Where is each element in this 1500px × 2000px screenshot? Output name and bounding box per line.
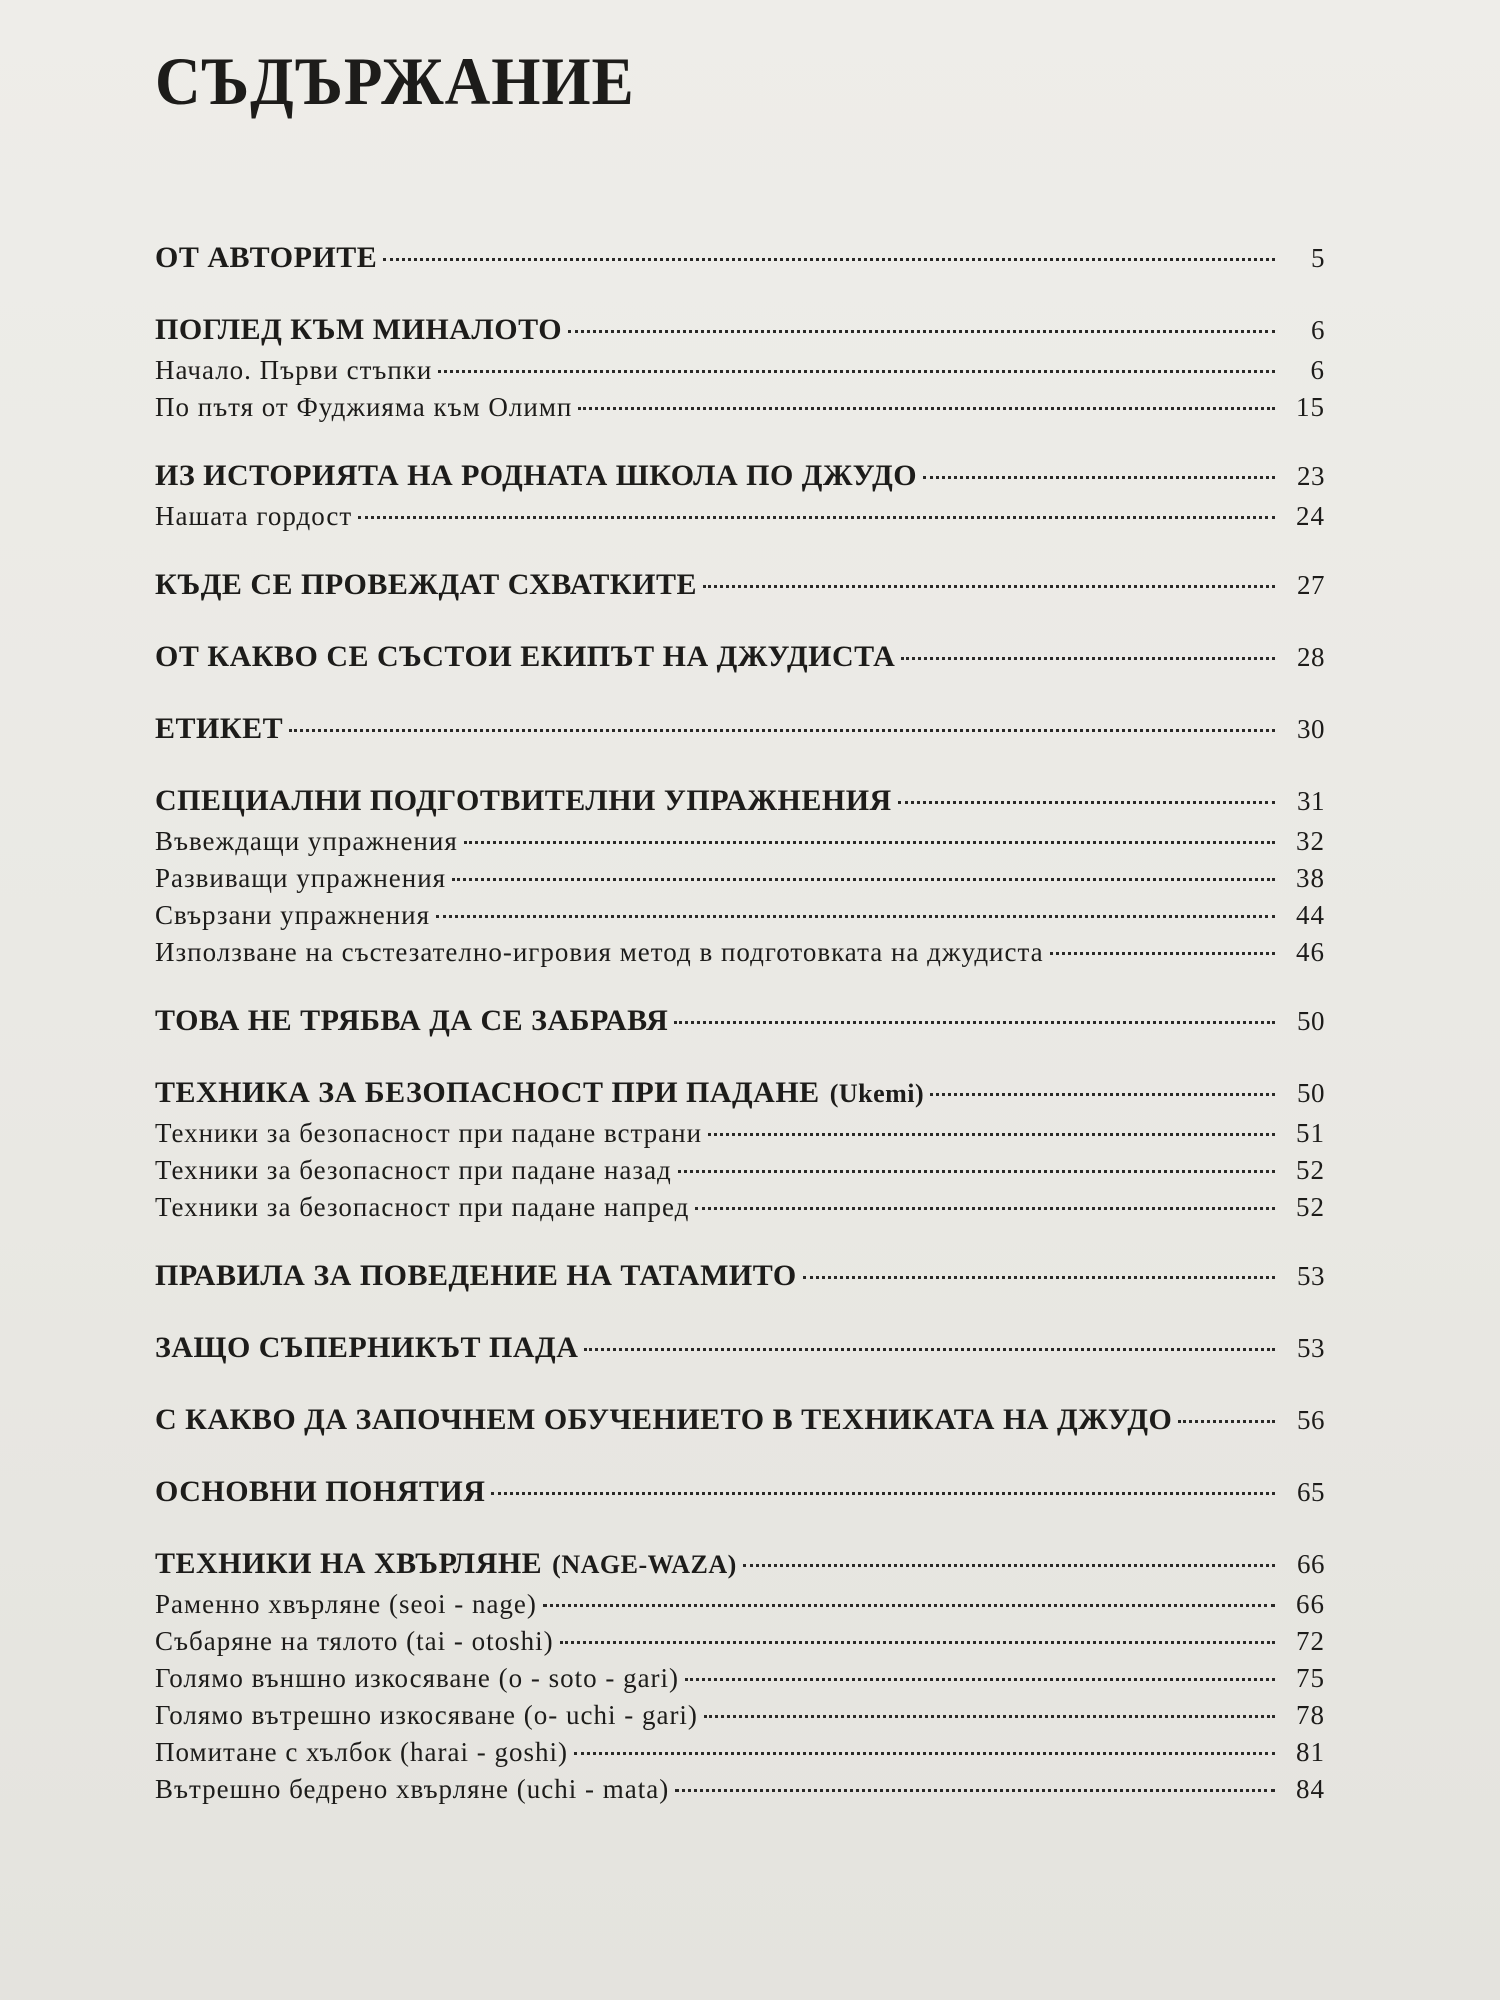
page-number: 53: [1297, 1333, 1325, 1363]
page-number: 50: [1297, 1078, 1325, 1108]
toc-section: [155, 1470, 1325, 1514]
toc-section: [155, 1326, 1325, 1370]
entry-title: Техники за безопасност при падане напред: [155, 1192, 690, 1222]
dot-leader: [685, 1678, 1275, 1681]
page-number: 6: [1310, 355, 1325, 385]
page-number: 28: [1297, 642, 1325, 672]
page-number: 50: [1297, 1006, 1325, 1036]
dot-leader: [289, 729, 1275, 732]
entry-title-suffix: (Ukemi): [829, 1079, 925, 1108]
dot-leader: [491, 1492, 1275, 1495]
toc-section: [155, 454, 1325, 535]
dot-leader: [1178, 1420, 1275, 1423]
entry-title: Голямо вътрешно изкосяване (o- uchi - gari): [155, 1700, 698, 1730]
dot-leader: [560, 1641, 1275, 1644]
toc-subentry: [155, 823, 1325, 860]
dot-leader: [923, 476, 1275, 479]
page-number: 46: [1296, 937, 1325, 967]
toc-section: [155, 779, 1325, 971]
dot-leader: [678, 1170, 1275, 1173]
toc-chapter-entry: [155, 1542, 1325, 1586]
dot-leader: [436, 915, 1275, 918]
entry-title: ПОГЛЕД КЪМ МИНАЛОТО: [155, 313, 563, 346]
toc-section: [155, 999, 1325, 1043]
page-number: 56: [1297, 1405, 1325, 1435]
dot-leader: [578, 407, 1275, 410]
page-number: 38: [1296, 863, 1325, 893]
dot-leader: [358, 516, 1275, 519]
toc-chapter-entry: [155, 308, 1325, 352]
toc-subentry: [155, 934, 1325, 971]
dot-leader: [898, 801, 1275, 804]
dot-leader: [383, 258, 1275, 261]
entry-title: Събаряне на тялото (tai - otoshi): [155, 1626, 554, 1656]
toc-section: [155, 308, 1325, 426]
dot-leader: [584, 1348, 1275, 1351]
page-number: 75: [1296, 1663, 1325, 1693]
dot-leader: [452, 878, 1275, 881]
page-number: 30: [1297, 714, 1325, 744]
entry-title: ТЕХНИКИ НА ХВЪРЛЯНЕ: [155, 1547, 543, 1580]
entry-title: Използване на състезателно-игровия метод в подготовката на джудиста: [155, 937, 1044, 967]
toc-subentry: [155, 1623, 1325, 1660]
entry-title: КЪДЕ СЕ ПРОВЕЖДАТ СХВАТКИТЕ: [155, 568, 698, 601]
dot-leader: [464, 841, 1275, 844]
toc-chapter-entry: [155, 707, 1325, 751]
toc-subentry: [155, 1115, 1325, 1152]
toc-subentry: [155, 1771, 1325, 1808]
dot-leader: [803, 1276, 1275, 1279]
page-number: 5: [1311, 243, 1325, 273]
table-of-contents: [155, 236, 1325, 1836]
dot-leader: [708, 1133, 1275, 1136]
entry-title-suffix: (NAGE-WAZA): [552, 1550, 737, 1579]
toc-chapter-entry: [155, 779, 1325, 823]
page-number: 53: [1297, 1261, 1325, 1291]
toc-subentry: [155, 860, 1325, 897]
toc-section: [155, 1254, 1325, 1298]
page-number: 24: [1296, 501, 1325, 531]
entry-title: Нашата гордост: [155, 501, 353, 531]
page-number: 15: [1296, 392, 1325, 422]
entry-title: Вътрешно бедрено хвърляне (uchi - mata): [155, 1774, 670, 1804]
page-number: 66: [1296, 1589, 1325, 1619]
toc-chapter-entry: [155, 999, 1325, 1043]
page-number: 78: [1296, 1700, 1325, 1730]
toc-chapter-entry: [155, 635, 1325, 679]
entry-title: Свързани упражнения: [155, 900, 431, 930]
dot-leader: [1050, 952, 1275, 955]
entry-title: Голямо външно изкосяване (o - soto - gari): [155, 1663, 680, 1693]
toc-section: [155, 563, 1325, 607]
dot-leader: [543, 1604, 1275, 1607]
entry-title: ЕТИКЕТ: [155, 712, 284, 745]
dot-leader: [930, 1093, 1275, 1096]
page-number: 66: [1297, 1549, 1325, 1579]
entry-title: ЗАЩО СЪПЕРНИКЪТ ПАДА: [155, 1331, 579, 1364]
entry-title: ОСНОВНИ ПОНЯТИЯ: [155, 1475, 486, 1508]
toc-subentry: [155, 1660, 1325, 1697]
toc-chapter-entry: [155, 1326, 1325, 1370]
entry-title: Техники за безопасност при падане встрани: [155, 1118, 703, 1148]
entry-title: Помитане с хълбок (harai - goshi): [155, 1737, 569, 1767]
page-number: 51: [1296, 1118, 1325, 1148]
page-number: 52: [1296, 1155, 1325, 1185]
entry-title: Техники за безопасност при падане назад: [155, 1155, 672, 1185]
toc-chapter-entry: [155, 1254, 1325, 1298]
toc-section: [155, 707, 1325, 751]
entry-title: Раменно хвърляне (seoi - nage): [155, 1589, 537, 1619]
dot-leader: [704, 1715, 1275, 1718]
page-title: СЪДЪРЖАНИЕ: [155, 43, 635, 119]
dot-leader: [695, 1207, 1275, 1210]
page-number: 84: [1296, 1774, 1325, 1804]
dot-leader: [901, 657, 1275, 660]
entry-title: ТЕХНИКА ЗА БЕЗОПАСНОСТ ПРИ ПАДАНЕ: [155, 1076, 820, 1109]
toc-subentry: [155, 498, 1325, 535]
toc-subentry: [155, 897, 1325, 934]
toc-chapter-entry: [155, 1470, 1325, 1514]
entry-title: ОТ КАКВО СЕ СЪСТОИ ЕКИПЪТ НА ДЖУДИСТА: [155, 640, 896, 673]
toc-subentry: [155, 1189, 1325, 1226]
dot-leader: [743, 1564, 1275, 1567]
toc-section: [155, 1542, 1325, 1808]
page-number: 23: [1297, 461, 1325, 491]
toc-subentry: [155, 1586, 1325, 1623]
toc-subentry: [155, 389, 1325, 426]
page-number: 27: [1297, 570, 1325, 600]
entry-title: С КАКВО ДА ЗАПОЧНЕМ ОБУЧЕНИЕТО В ТЕХНИКАТА НА ДЖУДО: [155, 1403, 1173, 1436]
page-number: 65: [1297, 1477, 1325, 1507]
dot-leader: [568, 330, 1275, 333]
entry-title: ТОВА НЕ ТРЯБВА ДА СЕ ЗАБРАВЯ: [155, 1004, 669, 1037]
toc-subentry: [155, 1734, 1325, 1771]
toc-section: [155, 635, 1325, 679]
toc-subentry: [155, 352, 1325, 389]
dot-leader: [574, 1752, 1275, 1755]
entry-title: Развиващи упражнения: [155, 863, 447, 893]
toc-chapter-entry: [155, 454, 1325, 498]
page-number: 44: [1296, 900, 1325, 930]
page-number: 52: [1296, 1192, 1325, 1222]
dot-leader: [674, 1021, 1275, 1024]
page-number: 72: [1296, 1626, 1325, 1656]
toc-chapter-entry: [155, 1398, 1325, 1442]
page-number: 81: [1296, 1737, 1325, 1767]
toc-section: [155, 1398, 1325, 1442]
toc-subentry: [155, 1152, 1325, 1189]
entry-title: Въвеждащи упражнения: [155, 826, 458, 856]
page-number: 32: [1296, 826, 1325, 856]
toc-chapter-entry: [155, 1071, 1325, 1115]
toc-chapter-entry: [155, 563, 1325, 607]
dot-leader: [703, 585, 1275, 588]
toc-subentry: [155, 1697, 1325, 1734]
entry-title: СПЕЦИАЛНИ ПОДГОТВИТЕЛНИ УПРАЖНЕНИЯ: [155, 784, 892, 817]
page-number: 6: [1311, 315, 1325, 345]
entry-title: ИЗ ИСТОРИЯТА НА РОДНАТА ШКОЛА ПО ДЖУДО: [155, 459, 918, 492]
toc-section: [155, 1071, 1325, 1226]
dot-leader: [675, 1789, 1275, 1792]
toc-chapter-entry: [155, 236, 1325, 280]
entry-title: ОТ АВТОРИТЕ: [155, 241, 378, 274]
entry-title: Начало. Първи стъпки: [155, 355, 433, 385]
page-number: 31: [1297, 786, 1325, 816]
entry-title: ПРАВИЛА ЗА ПОВЕДЕНИЕ НА ТАТАМИТО: [155, 1259, 797, 1292]
dot-leader: [438, 370, 1275, 373]
entry-title: По пътя от Фуджияма към Олимп: [155, 392, 573, 422]
toc-section: [155, 236, 1325, 280]
